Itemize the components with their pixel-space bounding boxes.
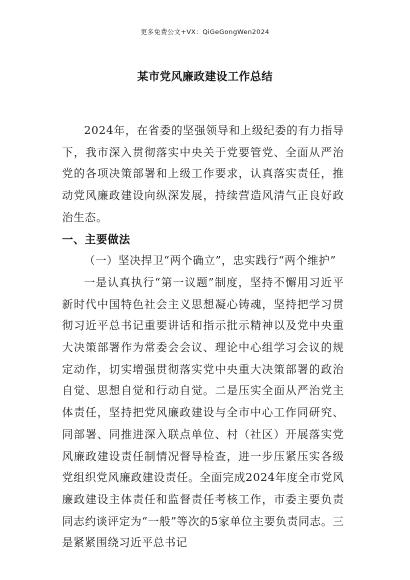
section-heading: 一、主要做法 [62, 232, 131, 246]
document-body [62, 120, 344, 554]
header-note: 更多免费公文+VX：QiGeGongWen2024 [140, 28, 270, 36]
subsection-body-paragraph: 一是认真执行“第一议题”制度，坚持不懈用习近平新时代中国特色社会主义思想凝心铸魂，坚持把学习贯彻习近平总书记重要讲话和指示批示精神以及党中央重大决策部署作为常委会会议、理论中心组学习会议的规定动作，切实增强贯彻落实党中央重大决策部署的政治自觉、思想自觉和行动自觉。二是压实全面从严治党主体责任，坚持把党风廉政建设与全市中心工作同研究、同部署、同推进深入联点单位、村（社区）开展落实党风廉政建设责任制情况督导检查，进一步压紧压实各级党组织党风廉政建设责任。全面完成2024年度全市党风廉政建设主体责任和监督责任考核工作，市委主要负责同志约谈评定为“一般”等次的5家单位主要负责同志。三是紧紧围绕习近平总书记 [62, 275, 344, 550]
document-title: 某市党风廉政建设工作总结 [137, 70, 273, 83]
subsection-heading: （一）坚决捍卫“两个确立”，忠实践行“两个维护” [84, 254, 337, 268]
intro-paragraph: 2024年，在省委的坚强领导和上级纪委的有力指导下，我市深入贯彻落实中央关于党要管党、全面从严治党的各项决策部署和上级工作要求，认真落实责任，推动党风廉政建设向纵深发展，持续营造风清气正良好政治生态。 [62, 124, 344, 224]
